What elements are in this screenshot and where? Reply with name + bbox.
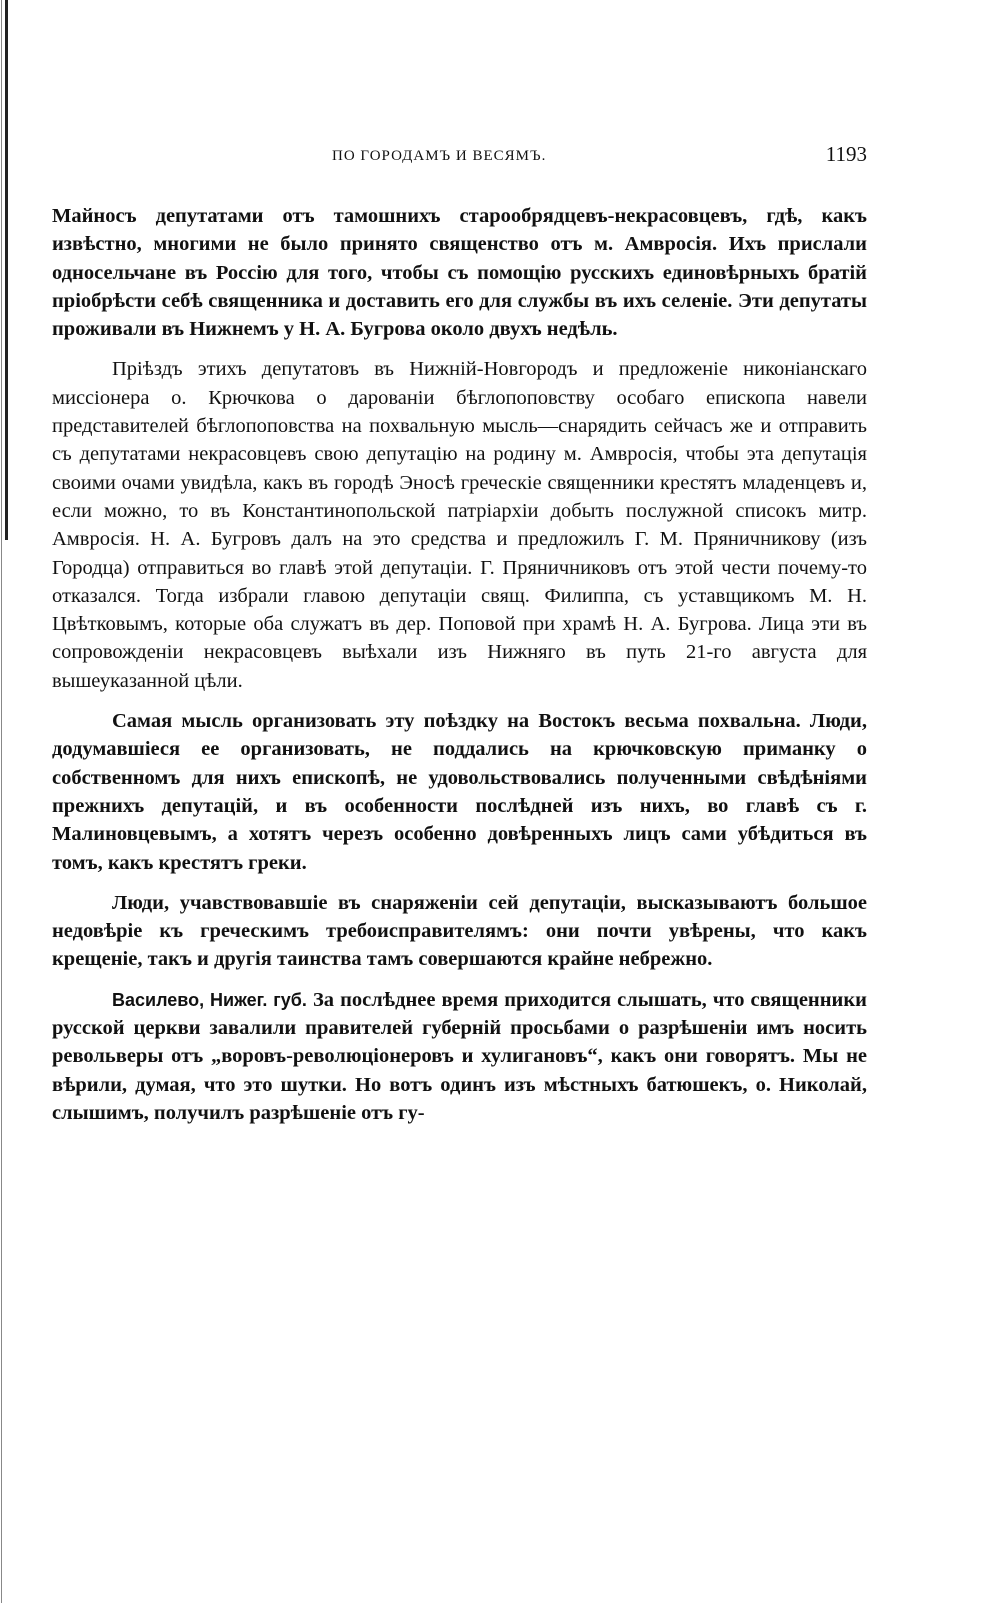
paragraph: Самая мысль организовать эту поѣздку на Востокъ весьма похвальна. Люди, додумавшіеся ее организовать, не поддались на крючковскую приманку о собственномъ для нихъ епископѣ, не удовольствовались полученными свѣдѣніями прежнихъ депутацій, и въ особенности послѣдней изъ нихъ, во главѣ съ г. Малиновцевымъ, а хотятъ черезъ особенно довѣренныхъ лицъ сами убѣдиться въ томъ, какъ крестятъ греки. xyxy=(52,710,867,874)
paragraph: Люди, учавствовавшіе въ снаряженіи сей депутаціи, высказываютъ большое недовѣріе къ греческимъ требоисправителямъ: они почти увѣрены, что какъ крещеніе, такъ и другія таинства тамъ совершаются крайне небрежно. xyxy=(52,891,867,971)
dateline: Василево, Нижег. губ. xyxy=(112,989,307,1010)
page-number: 1193 xyxy=(825,142,867,166)
paragraph: Пріѣздъ этихъ депутатовъ въ Нижній-Новгородъ и предложеніе никоніанскаго миссіонера о. Крючкова о дарованіи бѣглопоповству особаго епископа навели представителей бѣглопоповства на похвальную мысль—снарядить сейчасъ же и отправить съ депутатами некрасовцевъ свою депутацію на родину м. Амвросія, чтобы эта депутація своими очами увидѣла, какъ въ городѣ Эносѣ греческіе священники крестятъ младенцевъ и, если можно, то въ Константинопольской патріархіи добыть послужной списокъ митр. Амвросія. Н. А. Бугровъ далъ на это средства и предложилъ Г. М. Пряничникову (изъ Городца) отправиться во главѣ этой депутаціи. Г. Пряничниковъ отъ этой чести почему-то отказался. Тогда избрали главою депутаціи свящ. Филиппа, съ уставщикомъ М. Н. Цвѣтковымъ, которые оба служатъ въ дер. Поповой при храмѣ Н. А. Бугрова. Лица эти въ сопровожденіи некрасовцевъ выѣхали изъ Нижняго въ путь 21-го августа для вышеуказанной цѣли. xyxy=(52,358,867,692)
binding-edge xyxy=(5,0,8,540)
running-head: ПО ГОРОДАМЪ И ВЕСЯМЪ. xyxy=(332,148,547,164)
page-edge-shadow xyxy=(1,0,2,1603)
paragraph-dispatch xyxy=(52,986,867,1127)
article-body xyxy=(52,202,867,1127)
page-header xyxy=(52,142,867,172)
paragraph: Майносъ депутатами отъ тамошнихъ старообрядцевъ-некрасовцевъ, гдѣ, какъ извѣстно, многими не было принято священство отъ м. Амвросія. Ихъ прислали односельчане въ Россію для того, чтобы съ помощію русскихъ единовѣрныхъ братій пріобрѣсти себѣ священника и доставить его для службы въ ихъ селеніе. Эти депутаты проживали въ Нижнемъ у Н. А. Бугрова около двухъ недѣль. xyxy=(52,205,867,341)
paragraph-text: За послѣднее время приходится слышать, что священники русской церкви завалили правителей губерній просьбами о разрѣшеніи имъ носить револьверы отъ „воровъ-революціонеровъ и хулигановъ“, какъ они говорятъ. Мы не вѣрили, думая, что это шутки. Но вотъ одинъ изъ мѣстныхъ батюшекъ, о. Николай, слышимъ, получилъ разрѣшеніе отъ гу- xyxy=(52,988,867,1124)
